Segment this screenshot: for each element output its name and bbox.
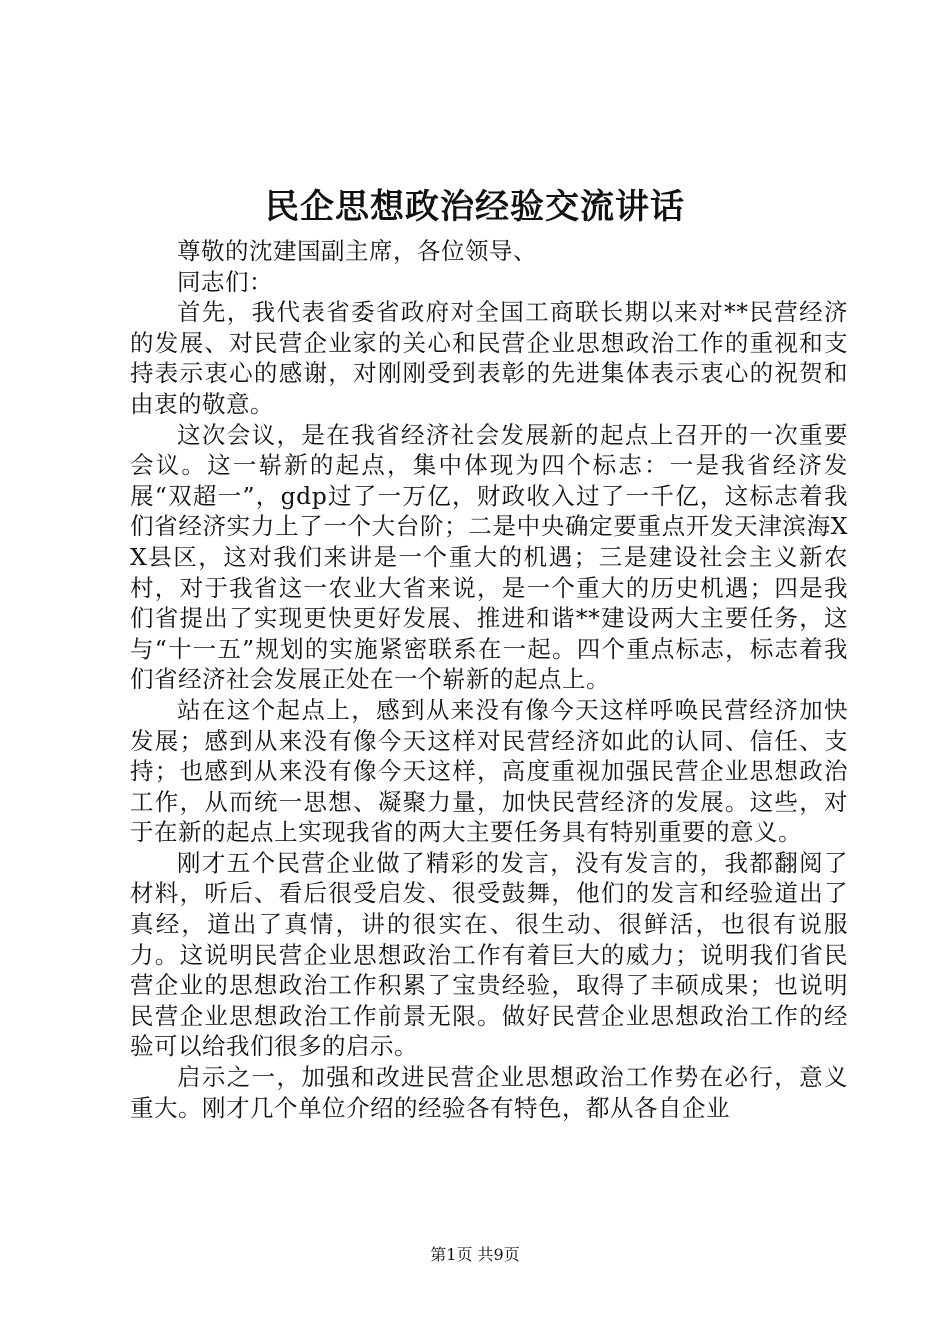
paragraph-5: 启示之一，加强和改进民营企业思想政治工作势在必行，意义重大。刚才几个单位介绍的经验各有特色，都从各自企业 [130,1063,848,1122]
document-body [130,236,848,1123]
paragraph-3: 站在这个起点上，感到从来没有像今天这样呼唤民营经济加快发展；感到从来没有像今天这样对民营经济如此的认同、信任、支持；也感到从来没有像今天这样，高度重视加强民营企业思想政治工作，从而统一思想、凝聚力量，加快民营经济的发展。这些，对于在新的起点上实现我省的两大主要任务具有特别重要的意义。 [130,695,848,847]
paragraph-2: 这次会议，是在我省经济社会发展新的起点上召开的一次重要会议。这一崭新的起点，集中体现为四个标志：一是我省经济发展“双超一”，gdp过了一万亿，财政收入过了一千亿，这标志着我们省经济实力上了一个大台阶；二是中央确定要重点开发天津滨海XX县区，这对我们来讲是一个重大的机遇；三是建设社会主义新农村，对于我省这一农业大省来说，是一个重大的历史机遇；四是我们省提出了实现更快更好发展、推进和谐**建设两大主要任务，这与“十一五”规划的实施紧密联系在一起。四个重点标志，标志着我们省经济社会发展正处在一个崭新的起点上。 [130,420,848,694]
document-title: 民企思想政治经验交流讲话 [265,187,685,227]
salutation-line-1: 尊敬的沈建国副主席，各位领导、 [177,237,537,265]
paragraph-1: 首先，我代表省委省政府对全国工商联长期以来对**民营经济的发展、对民营企业家的关心和民营企业思想政治工作的重视和支持表示衷心的感谢，对刚刚受到表彰的先进集体表示衷心的祝贺和由衷的敬意。 [130,298,848,418]
page-footer: 第1页 共9页 [430,1245,520,1264]
salutation-line-2: 同志们： [177,267,273,296]
paragraph-4: 刚才五个民营企业做了精彩的发言，没有发言的，我都翻阅了材料，听后、看后很受启发、很受鼓舞，他们的发言和经验道出了真经，道出了真情，讲的很实在、很生动、很鲜活，也很有说服力。这说明民营企业思想政治工作有着巨大的威力；说明我们省民营企业的思想政治工作积累了宝贵经验，取得了丰硕成果；也说明民营企业思想政治工作前景无限。做好民营企业思想政治工作的经验可以给我们很多的启示。 [130,848,848,1061]
